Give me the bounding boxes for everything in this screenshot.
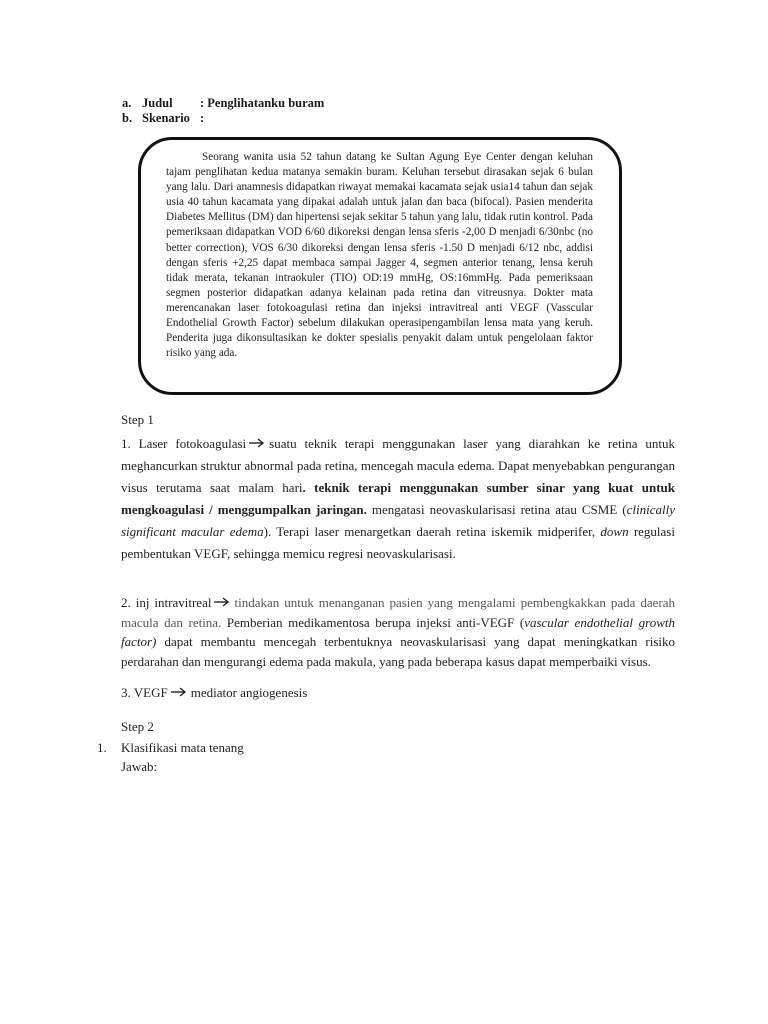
- laser-bold-definition: . teknik terapi menggunakan sumber sinar yang kuat untuk mengkoagulasi / menggumpalkan jaringan.: [121, 480, 675, 517]
- laser-term: 1. Laser fotokoagulasi: [121, 436, 247, 451]
- step1-item-vegf: [121, 685, 307, 701]
- injection-definition: tindakan untuk menanganan pasien yang mengalami pembengkakkan pada daerah macula dan retina.: [121, 595, 675, 630]
- step1-item-injection: [121, 593, 675, 671]
- vegf-definition: mediator angiogenesis: [190, 685, 308, 700]
- laser-definition: suatu teknik terapi menggunakan laser yang diarahkan ke retina untuk meghancurkan struktur abnormal pada retina, mencegah macula edema. Dapat menyebabkan pengurangan visus terutama saat malam hari: [121, 436, 675, 495]
- step1-heading: Step 1: [121, 412, 154, 427]
- question-text: Klasifikasi mata tenang: [121, 740, 244, 755]
- question-number: 1.: [97, 740, 107, 755]
- csme-expansion: clinically significant macular edema: [121, 502, 675, 539]
- step2-question-1: [97, 740, 244, 756]
- right-arrow-icon: [214, 597, 230, 607]
- vegf-expansion: vascular endothelial growth factor): [121, 614, 675, 649]
- title-key: Judul: [142, 96, 173, 110]
- scenario-letter: b.: [122, 111, 133, 125]
- injection-text-a: Pemberian medikamentosa berupa injeksi anti-VEGF (: [221, 614, 525, 630]
- step2-heading: Step 2: [121, 719, 154, 734]
- down-word: down: [600, 524, 629, 539]
- injection-term: 2. inj intravitreal: [121, 595, 212, 610]
- injection-text-b: dapat membantu mencegah terbentuknya neovaskularisasi yang dapat meningkatkan risiko perdarahan dan mengurangi edema pada makula, yang pada beberapa kasus dapat memperbaiki visus.: [121, 634, 675, 669]
- scenario-key: Skenario: [142, 111, 190, 125]
- vegf-term: 3. VEGF: [121, 685, 168, 700]
- title-value: : Penglihatanku buram: [200, 96, 325, 110]
- laser-text-c: ). Terapi laser menargetkan daerah retina iskemik midperifer,: [263, 524, 601, 539]
- scenario-box: [138, 137, 622, 395]
- answer-label: Jawab:: [121, 759, 158, 774]
- title-letter: a.: [122, 96, 132, 110]
- right-arrow-icon: [171, 687, 187, 697]
- step1-item-laser: [121, 433, 675, 565]
- scenario-colon: :: [200, 111, 205, 125]
- right-arrow-icon: [249, 438, 265, 448]
- laser-text-b: mengatasi neovaskularisasi retina atau CSME (: [366, 502, 627, 517]
- scenario-text: Seorang wanita usia 52 tahun datang ke Sultan Agung Eye Center dengan keluhan tajam penglihatan kedua matanya semakin buram. Keluhan tersebut dirasakan sejak 6 bulan yang lalu. Dari anamnesis didapatkan riwayat memakai kacamata sejak usia14 tahun dan sejak usia 40 tahun kacamata yang dipakai adalah untuk jalan dan baca (bifocal). Pasien menderita Diabetes Mellitus (DM) dan hipertensi sejak sekitar 5 tahun yang lalu, tidak rutin kontrol. Pada pemeriksaan didapatkan VOD 6/60 dikoreksi dengan lensa sferis -2,00 D menjadi 6/30nbc (no better correction), VOS 6/30 dikoreksi dengan lensa sferis -1.50 D menjadi 6/12 nbc, addisi dengan sferis +2,25 dapat membaca sampai Jagger 4, segmen anterior tenang, lensa keruh tidak merata, tekanan intraokuler (TIO) OD:19 mmHg, OS:16mmHg. Pada pemeriksaan segmen posterior didapatkan adanya kelainan pada retina dan vitreusnya. Dokter mata merencanakan laser fotokoagulasi retina dan injeksi intravitreal anti VEGF (Vasscular Endothelial Growth Factor) sebelum dilakukan operasipengambilan lensa mata yang keruh. Penderita juga dikonsultasikan ke dokter spesialis penyakit dalam untuk pengelolaan faktor risiko yang ada.: [166, 151, 593, 360]
- laser-text-d: regulasi pembentukan VEGF, sehingga memicu regresi neovaskularisasi.: [121, 524, 675, 561]
